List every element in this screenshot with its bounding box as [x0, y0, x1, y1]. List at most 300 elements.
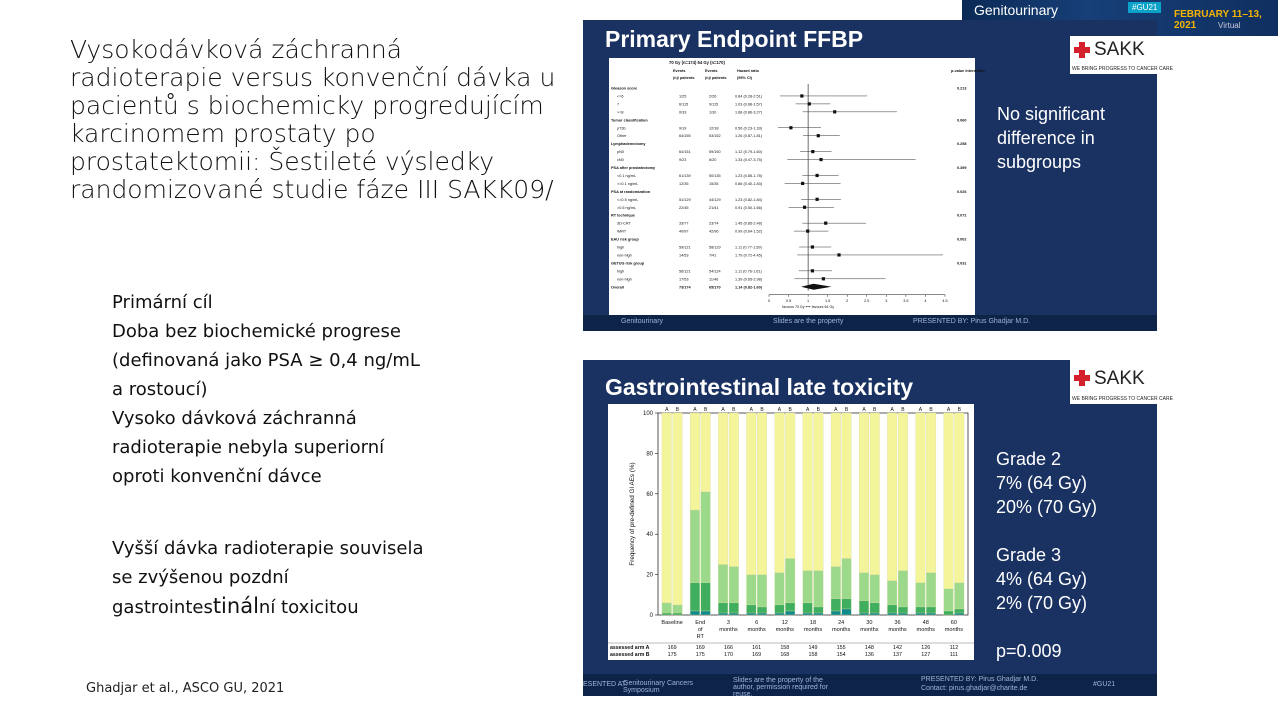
gi-bar-grade3 — [831, 611, 841, 615]
gi-y-tick-label: 100 — [642, 411, 653, 417]
body-line: Doba bez biochemické progrese — [112, 321, 401, 342]
gi-category-label: months — [944, 627, 964, 633]
gi-assessed-b: 175 — [667, 652, 677, 658]
gi-bar-grade0 — [673, 413, 683, 605]
forest-background — [609, 58, 975, 316]
forest-p-value: 0.399 — [957, 166, 967, 170]
forest-hazard-ratio: 1.23 (0.82-1.84) — [735, 197, 763, 202]
body-line — [112, 592, 472, 622]
gi-y-axis-label: Frequency of pre-defined GI AEs (%) — [629, 462, 636, 566]
title-line: radioterapie versus konvenční dávka u — [70, 63, 556, 92]
gi-y-tick-label: 20 — [646, 572, 653, 579]
forest-x-tick-label: 0 — [767, 298, 771, 303]
gi-category-label: months — [832, 627, 851, 633]
gi-y-tick-label: 60 — [646, 491, 653, 498]
gi-bar-grade3 — [898, 613, 908, 615]
toxicity-slide-heading: Gastrointestinal late toxicity — [605, 374, 914, 400]
summary-line: difference in — [997, 128, 1095, 148]
forest-point — [824, 222, 827, 225]
forest-point — [806, 230, 809, 233]
body-line: Vyšší dávka radioterapie souvisela — [112, 538, 424, 559]
gi-assessed-a: 112 — [949, 645, 959, 651]
gi-assessed-a: 126 — [921, 645, 931, 651]
forest-x-tick-label: 2 — [846, 298, 849, 303]
sakk-tagline: WE BRING PROGRESS TO CANCER CARE — [1072, 396, 1173, 402]
forest-p-value: 0.258 — [957, 142, 967, 147]
forest-p-value: 0.060 — [957, 118, 967, 123]
forest-events-a: 6/115 — [679, 102, 689, 107]
gi-bar-letter: A — [777, 407, 782, 413]
forest-row-label: pT3b — [617, 126, 626, 131]
gi-assessed-a: 148 — [864, 645, 874, 651]
gi-bar-grade0 — [757, 413, 767, 575]
gi-bar-grade3 — [803, 613, 813, 615]
forest-events-b: 2/26 — [709, 94, 717, 99]
forest-events-b: 42/96 — [709, 229, 719, 234]
gi-bar-grade2 — [870, 603, 880, 613]
forest-hazard-ratio: 1.23 (0.85-1.78) — [735, 173, 763, 178]
sakk-cross-icon — [1074, 370, 1090, 386]
gi-bar-grade2 — [954, 609, 964, 613]
gi-bar-grade0 — [785, 413, 795, 558]
gi-assessed-a: 169 — [667, 645, 677, 651]
gi-bar-grade2 — [898, 607, 908, 613]
banner-name-line: Genitourinary — [974, 2, 1059, 18]
forest-summary — [997, 102, 1105, 174]
forest-point — [808, 102, 811, 105]
gi-category-label: Baseline — [661, 620, 683, 626]
gi-bar-grade0 — [729, 413, 739, 567]
toxicity-slide — [583, 360, 1173, 698]
gi-bar-letter: B — [703, 407, 708, 413]
gi-bar-grade1 — [729, 567, 739, 603]
forest-x-tick-label: 4 — [924, 298, 927, 303]
gi-bar-grade3 — [757, 613, 767, 615]
gi-category-label: months — [888, 627, 907, 633]
forest-events-a: 51/129 — [679, 197, 691, 202]
summary-line: 2% (70 Gy) — [996, 593, 1088, 613]
gi-y-tick-label: 0 — [649, 613, 653, 619]
body-line: Primární cíl — [112, 292, 213, 313]
forest-hazard-ratio: 1.12 (0.79-1.60) — [735, 150, 763, 155]
gi-bar-grade0 — [926, 413, 936, 573]
forest-events-b: 11/46 — [709, 277, 719, 282]
forest-row-label: EAU risk group — [611, 237, 639, 242]
summary-line: subgroups — [997, 152, 1082, 172]
forest-header: 70 Gy (n=174) 64 Gy (n=170) — [669, 60, 725, 65]
gi-bar-grade2 — [690, 583, 700, 611]
citation: Ghadjar et al., ASCO GU, 2021 — [86, 681, 285, 696]
forest-row-label: <=0.5 ng/mL — [617, 197, 639, 202]
gi-assessed-a: 169 — [695, 645, 705, 651]
forest-hazard-ratio: 1.45 (0.85-2.48) — [735, 221, 763, 226]
forest-slide-footer — [583, 315, 1157, 331]
gi-bar-grade1 — [831, 567, 841, 599]
gi-bar-grade3 — [859, 613, 869, 615]
gi-bar-grade1 — [954, 583, 964, 609]
forest-row-label: high — [617, 245, 625, 250]
gi-bar-grade1 — [870, 575, 880, 603]
footer-text: Slides are the property of the author, permission required for reuse. — [733, 677, 828, 698]
gi-bar-grade3 — [785, 611, 795, 615]
forest-point — [822, 277, 825, 280]
forest-row-label: >=8 — [617, 110, 624, 115]
gi-bar-letter: A — [918, 407, 923, 413]
gi-bar-grade2 — [814, 607, 824, 613]
gi-category-label: 30 — [866, 620, 873, 626]
gi-category-label: RT — [696, 634, 704, 640]
gi-bar-grade0 — [944, 413, 954, 589]
forest-p-value: 0.072 — [957, 213, 967, 218]
gi-category-label: 48 — [922, 620, 929, 626]
sakk-word: SAKK — [1094, 368, 1145, 389]
title-line: karcinomem prostaty po — [70, 119, 376, 148]
gi-bar-grade0 — [690, 413, 700, 510]
forest-events-b: 1/30 — [709, 110, 717, 115]
gi-category-label: 6 — [755, 620, 759, 626]
toxicity-summary — [996, 447, 1097, 663]
forest-events-b: 9/115 — [709, 102, 719, 107]
gi-category-label: 18 — [809, 620, 817, 626]
gi-bar-grade3 — [746, 613, 756, 615]
gi-bar-grade2 — [803, 603, 813, 613]
gi-bar-grade2 — [701, 583, 711, 611]
gi-category-label: 3 — [726, 620, 731, 626]
summary-line: p=0.009 — [996, 641, 1062, 661]
forest-hazard-ratio: 1.68 (0.86-3.27) — [735, 110, 763, 115]
gi-bar-grade0 — [775, 413, 785, 573]
forest-row-label: >0.5 ng/mL — [617, 205, 637, 210]
gi-bar-letter: A — [862, 407, 866, 413]
forest-events-a: 17/53 — [679, 277, 689, 282]
gi-bar-grade2 — [718, 603, 728, 613]
forest-point — [803, 206, 806, 209]
gi-category-label: End — [695, 620, 706, 626]
forest-x-tick-label: 1 — [807, 298, 810, 303]
forest-column-header: Events (n)/ patients — [673, 69, 695, 80]
gi-category-label: 36 — [894, 620, 901, 626]
forest-p-value: 0.031 — [957, 261, 967, 266]
text-run: ní toxicitou — [258, 597, 359, 618]
forest-row-label: 7 — [617, 102, 620, 107]
gi-bar-letter: A — [665, 407, 669, 413]
gi-bar-grade1 — [690, 510, 700, 583]
summary-line: 7% (64 Gy) — [996, 473, 1088, 493]
sakk-logo — [1070, 36, 1173, 74]
forest-point — [801, 182, 804, 185]
gi-bar-letter: B — [901, 407, 905, 413]
forest-row-label: >=0.1 ng/mL — [617, 181, 639, 186]
gi-assessed-b: 170 — [723, 652, 733, 658]
gi-bar-grade3 — [926, 613, 936, 615]
banner-dates: FEBRUARY 11–13, 2021 — [1174, 9, 1262, 31]
gi-bar-letter: B — [732, 407, 736, 413]
gi-assessed-label-b: assessed arm B — [610, 652, 650, 658]
forest-column-header: p-value interaction — [951, 69, 985, 73]
forest-events-a: 9/19 — [679, 126, 687, 131]
gi-bar-grade2 — [785, 603, 795, 611]
gi-bar-grade2 — [944, 611, 954, 615]
gi-bar-grade1 — [662, 603, 672, 613]
gi-bar-grade1 — [916, 583, 926, 607]
gi-bar-grade1 — [926, 573, 936, 607]
footer-text: Contact: pirus.ghadjar@charite.de — [921, 685, 1028, 692]
forest-events-a: 64/155 — [679, 134, 691, 139]
forest-row-label: Lymphadenectomy — [611, 142, 646, 147]
forest-events-b: 59/150 — [709, 150, 721, 155]
forest-events-b: 44/129 — [709, 197, 721, 202]
gi-bar-letter: B — [788, 407, 792, 413]
primary-endpoint-text — [112, 288, 472, 491]
forest-events-b: 7/41 — [709, 253, 717, 258]
gi-assessed-a: 158 — [780, 645, 790, 651]
gi-bar-grade2 — [926, 607, 936, 613]
forest-row-label: RT technique — [611, 213, 636, 218]
gi-category-label: months — [719, 627, 738, 633]
forest-row-label: GETUG risk group — [611, 261, 645, 266]
gi-assessed-b: 175 — [695, 652, 705, 658]
gi-assessed-b: 158 — [808, 652, 818, 658]
forest-hazard-ratio: 0.99 (0.64-1.52) — [735, 229, 763, 234]
forest-events-a: 61/139 — [679, 173, 691, 178]
gi-category-label: 60 — [950, 620, 958, 626]
forest-events-a: 9/23 — [679, 158, 687, 163]
forest-x-tick-label: 2.5 — [864, 298, 870, 303]
gi-bar-grade2 — [916, 607, 926, 613]
forest-row-label: Gleason score — [611, 86, 638, 91]
forest-events-b: 65/170 — [709, 285, 721, 290]
forest-hazard-ratio: 1.14 (0.82-1.60) — [735, 285, 763, 290]
forest-column-header: Hazard ratio (95% CI) — [737, 69, 759, 80]
text-run: tinál — [212, 594, 259, 618]
gi-assessed-a: 149 — [808, 645, 818, 651]
gi-assessed-a: 161 — [752, 645, 762, 651]
text-run: gastrointes — [112, 597, 213, 618]
gi-category-label: months — [916, 627, 935, 633]
gi-bar-grade2 — [842, 599, 852, 609]
forest-events-a: 73/174 — [679, 285, 691, 290]
forest-point — [811, 269, 814, 272]
forest-column-header: Events (n)/ patients — [705, 69, 727, 80]
gi-bar-grade1 — [814, 571, 824, 607]
forest-hazard-ratio: 1.11 (0.76-1.61) — [735, 269, 762, 274]
forest-row-label: <0.1 ng/mL — [617, 173, 637, 178]
forest-point — [816, 174, 819, 177]
forest-point — [833, 110, 836, 113]
banner-tag: #GU21 — [1128, 2, 1161, 13]
footer-text: PRESENTED BY: Pirus Ghadjar M.D. — [921, 676, 1039, 683]
gi-bar-letter: B — [844, 407, 849, 413]
title-line: randomizované studie fáze III SAKK09/ — [70, 175, 554, 204]
forest-events-a: 56/121 — [679, 269, 691, 274]
gi-y-tick-label: 80 — [646, 451, 653, 458]
gi-bar-grade1 — [898, 571, 908, 607]
forest-hazard-ratio: 0.86 (0.40-1.83) — [735, 181, 763, 186]
gi-bar-letter: B — [675, 407, 680, 413]
forest-events-a: 22/45 — [679, 205, 689, 210]
forest-events-a: 0/33 — [679, 110, 687, 115]
forest-events-b: 54/124 — [709, 269, 721, 274]
forest-p-value: 0.002 — [957, 237, 967, 242]
forest-point — [817, 134, 820, 137]
forest-x-tick-label: 0.5 — [785, 298, 792, 303]
forest-row-label: high — [617, 269, 625, 274]
gi-bar-grade1 — [785, 558, 795, 602]
gi-bar-letter: A — [805, 407, 810, 413]
forest-point — [789, 126, 792, 129]
footer-text: PRESENTED BY: Pirus Ghadjar M.D. — [913, 318, 1031, 325]
gi-bar-grade1 — [775, 573, 785, 605]
gi-bar-grade2 — [673, 613, 683, 615]
summary-line: No significant — [997, 104, 1106, 124]
summary-line: 20% (70 Gy) — [996, 497, 1098, 517]
forest-hazard-ratio: 0.84 (0.28-2.51) — [735, 94, 763, 99]
gi-category-label: months — [747, 627, 766, 633]
forest-hazard-ratio: 1.79 (0.72-4.45) — [735, 253, 763, 258]
gi-bar-grade1 — [673, 605, 683, 613]
forest-events-b: 58/129 — [709, 245, 721, 250]
forest-events-b: 12/18 — [709, 126, 719, 131]
forest-events-a: 59/121 — [679, 245, 691, 250]
forest-x-tick-label: 4.5 — [942, 298, 948, 303]
gi-bar-grade2 — [775, 605, 785, 613]
forest-hazard-ratio: 1.39 (0.65-2.98) — [735, 277, 763, 282]
gi-bar-letter: A — [834, 407, 838, 413]
gi-assessed-a: 166 — [723, 645, 733, 651]
forest-row-label: non-high — [617, 253, 632, 258]
gi-assessed-b: 169 — [752, 652, 762, 658]
sakk-logo — [1070, 360, 1173, 404]
sakk-word: SAKK — [1094, 39, 1145, 60]
gi-bar-grade2 — [746, 605, 756, 613]
gi-bar-grade2 — [831, 599, 841, 611]
forest-events-a: 12/35 — [679, 181, 689, 186]
gi-bar-letter: A — [721, 407, 725, 413]
gi-category-label: months — [775, 627, 794, 633]
gi-bar-grade0 — [859, 413, 869, 573]
gi-bar-grade0 — [916, 413, 926, 583]
sakk-tagline: WE BRING PROGRESS TO CANCER CARE — [1072, 66, 1173, 72]
gi-assessed-b: 168 — [780, 652, 790, 658]
forest-hazard-ratio: 1.26 (0.87-1.81) — [735, 134, 763, 139]
body-line: Vysoko dávková záchranná — [112, 408, 357, 429]
gi-bar-grade3 — [690, 611, 700, 615]
gi-bar-grade0 — [701, 413, 711, 492]
gi-bar-grade0 — [898, 413, 908, 571]
gi-bar-grade0 — [662, 413, 672, 603]
gi-category-label: months — [803, 627, 823, 633]
forest-events-a: 33/77 — [679, 221, 689, 226]
gi-bar-grade0 — [831, 413, 841, 567]
footer-text: ESENTED AT: — [583, 681, 628, 688]
forest-x-tick-label: 1.5 — [825, 298, 831, 303]
gi-bar-letter: B — [929, 407, 933, 413]
gi-bar-grade3 — [842, 609, 852, 615]
forest-row-label: IMRT — [617, 229, 627, 234]
forest-row-label: Overall — [611, 285, 624, 290]
gi-bar-grade3 — [916, 613, 926, 615]
forest-hazard-ratio: 1.11 (0.77-1.59) — [735, 245, 762, 250]
forest-slide-heading: Primary Endpoint FFBP — [605, 26, 864, 52]
gi-bar-grade2 — [757, 607, 767, 613]
footer-text: Genitourinary — [621, 318, 664, 325]
footer-text: #GU21 — [1093, 681, 1116, 688]
gi-bar-letter: B — [957, 407, 961, 413]
gi-category-label: 12 — [781, 620, 788, 626]
forest-point — [800, 94, 803, 97]
gi-bar-grade1 — [859, 573, 869, 601]
gi-bar-letter: B — [760, 407, 764, 413]
gi-bar-grade0 — [814, 413, 824, 571]
gi-bar-grade1 — [746, 575, 756, 605]
forest-point — [816, 198, 819, 201]
toxicity-text — [112, 534, 472, 622]
gi-bar-grade1 — [803, 571, 813, 603]
gi-bar-grade0 — [803, 413, 813, 571]
forest-events-a: 40/97 — [679, 229, 689, 234]
forest-row-label: non-high — [617, 277, 632, 282]
forest-row-label: <=6 — [617, 94, 624, 99]
title-line: Vysokodávková záchranná — [70, 35, 402, 64]
gi-bar-grade2 — [859, 601, 869, 613]
toxicity-slide-footer — [583, 674, 1157, 696]
forest-events-a: 14/53 — [679, 253, 689, 258]
gi-bar-grade2 — [729, 603, 739, 613]
forest-x-axis-label: favours 70 Gy ⟷ favours 64 Gy — [782, 304, 835, 309]
footer-text: Slides are the property — [773, 318, 844, 325]
footer-text: Genitourinary Cancers Symposium — [623, 680, 694, 694]
gi-bar-grade1 — [757, 575, 767, 607]
gi-assessed-b: 137 — [893, 652, 903, 658]
gi-bar-grade3 — [729, 613, 739, 615]
forest-hazard-ratio: 1.33 (0.47-3.75) — [735, 158, 763, 163]
gi-category-label: of — [697, 627, 703, 633]
gi-bar-grade3 — [887, 613, 897, 615]
body-line: (definovaná jako PSA ≥ 0,4 ng/mL — [112, 350, 420, 371]
gi-bar-grade3 — [701, 611, 711, 615]
gi-assessed-b: 127 — [921, 652, 931, 658]
slide-title — [70, 36, 570, 204]
gi-bar-letter: A — [749, 407, 753, 413]
forest-hazard-ratio: 0.91 (0.50-1.66) — [735, 205, 763, 210]
gi-bar-grade1 — [701, 492, 711, 583]
forest-events-b: 15/35 — [709, 181, 719, 186]
gi-category-label: months — [860, 627, 879, 633]
forest-events-a: 1/25 — [679, 94, 687, 99]
gi-bar-grade0 — [887, 413, 897, 581]
gi-bar-grade0 — [870, 413, 880, 575]
forest-row-label: 3D-CRT — [617, 221, 631, 226]
gi-y-tick-label: 40 — [646, 532, 653, 539]
gi-bar-letter: B — [816, 407, 821, 413]
summary-line: Grade 2 — [996, 449, 1062, 469]
forest-events-b: 53/152 — [709, 134, 721, 139]
gi-bar-grade3 — [814, 613, 824, 615]
gi-assessed-b: 136 — [864, 652, 874, 658]
gi-bar-grade0 — [718, 413, 728, 565]
forest-row-label: cN0 — [617, 158, 624, 163]
forest-row-label: PSA after prostatectomy — [611, 166, 656, 170]
forest-events-b: 6/20 — [709, 158, 717, 163]
forest-row-label: pN0 — [617, 150, 624, 155]
gi-assessed-a: 155 — [836, 645, 846, 651]
forest-plot — [609, 58, 985, 316]
forest-events-b: 50/135 — [709, 173, 721, 178]
gi-assessed-b: 111 — [949, 652, 959, 658]
gi-bar-grade1 — [944, 589, 954, 611]
forest-point — [811, 245, 814, 248]
forest-slide — [583, 20, 1173, 331]
